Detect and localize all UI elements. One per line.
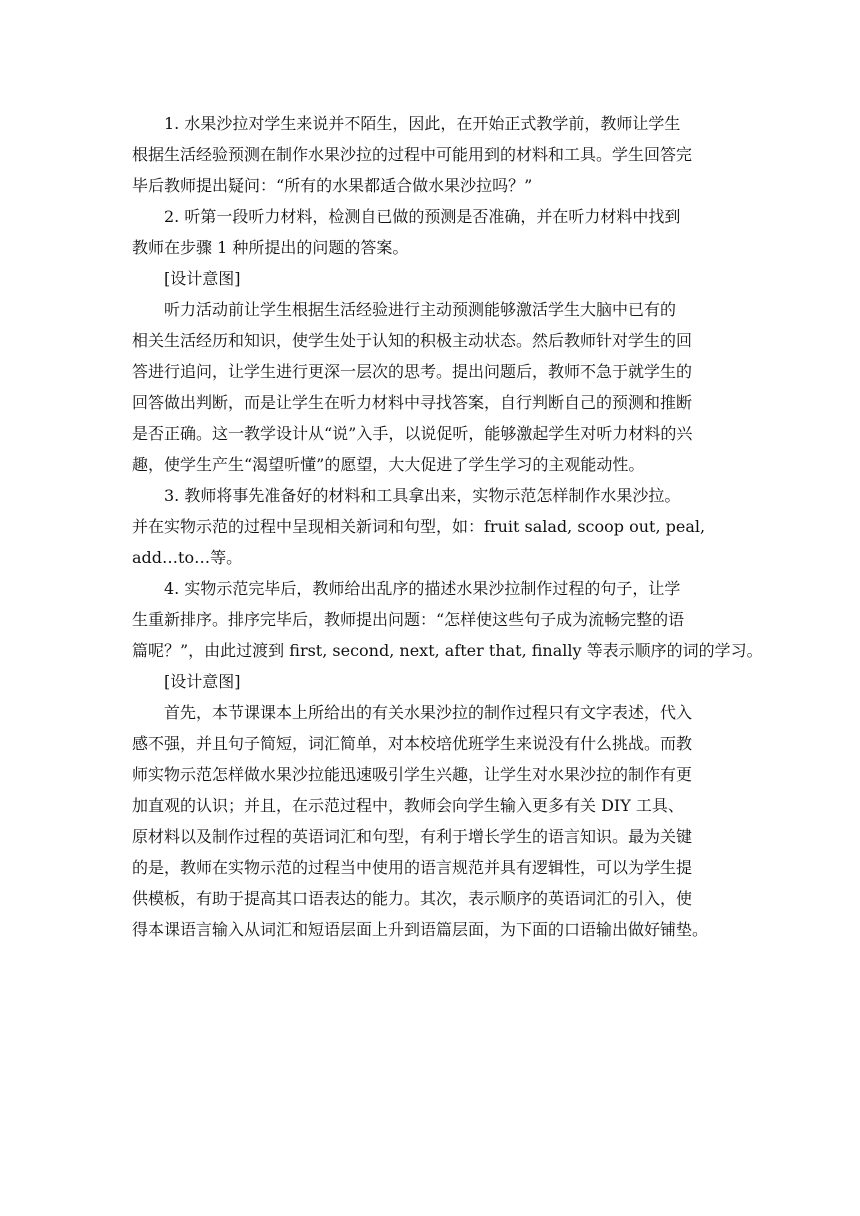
- step-1-line-1: 1. 水果沙拉对学生来说并不陌生，因此，在开始正式教学前，教师让学生: [164, 114, 681, 133]
- design-intent-2-line-1: 首先，本节课课本上所给出的有关水果沙拉的制作过程只有文字表述，代入: [164, 703, 693, 722]
- design-intent-heading-2: [设计意图]: [164, 672, 241, 691]
- design-intent-1-line-3: 答进行追问，让学生进行更深一层次的思考。提出问题后，教师不急于就学生的: [132, 362, 693, 381]
- step-1-line-2: 根据生活经验预测在制作水果沙拉的过程中可能用到的材料和工具。学生回答完: [132, 145, 693, 164]
- design-intent-2-line-7: 供模板，有助于提高其口语表达的能力。其次，表示顺序的英语词汇的引入，使: [132, 889, 693, 908]
- step-3-line-2: 并在实物示范的过程中呈现相关新词和句型，如：fruit salad, scoop out, peal,: [132, 517, 706, 536]
- design-intent-2-line-2: 感不强，并且句子简短，词汇简单，对本校培优班学生来说没有什么挑战。而教: [132, 734, 693, 753]
- document-body: [132, 108, 763, 945]
- design-intent-2-line-8: 得本课语言输入从词汇和短语层面上升到语篇层面，为下面的口语输出做好铺垫。: [132, 920, 709, 939]
- step-2-line-2: 教师在步骤 1 种所提出的问题的答案。: [132, 238, 409, 257]
- design-intent-1-line-5: 是否正确。这一教学设计从“说”入手，以说促听，能够激起学生对听力材料的兴: [132, 424, 693, 443]
- design-intent-2-line-3: 师实物示范怎样做水果沙拉能迅速吸引学生兴趣，让学生对水果沙拉的制作有更: [132, 765, 693, 784]
- step-3-line-1: 3. 教师将事先准备好的材料和工具拿出来，实物示范怎样制作水果沙拉。: [164, 486, 681, 505]
- design-intent-1-line-1: 听力活动前让学生根据生活经验进行主动预测能够激活学生大脑中已有的: [164, 300, 677, 319]
- step-4-line-2: 生重新排序。排序完毕后，教师提出问题：“怎样使这些句子成为流畅完整的语: [132, 610, 685, 629]
- step-4-line-3: 篇呢？”，由此过渡到 first, second, next, after that, finally 等表示顺序的词的学习。: [132, 641, 763, 660]
- step-2-line-1: 2. 听第一段听力材料，检测自已做的预测是否准确，并在听力材料中找到: [164, 207, 681, 226]
- design-intent-heading-1: [设计意图]: [164, 269, 241, 288]
- design-intent-1-line-6: 趣，使学生产生“渴望听懂”的愿望，大大促进了学生学习的主观能动性。: [132, 455, 645, 474]
- design-intent-1-line-4: 回答做出判断，而是让学生在听力材料中寻找答案，自行判断自己的预测和推断: [132, 393, 693, 412]
- step-3-line-3: add…to…等。: [132, 548, 243, 567]
- design-intent-2-line-5: 原材料以及制作过程的英语词汇和句型，有利于增长学生的语言知识。最为关键: [132, 827, 693, 846]
- step-1-line-3: 毕后教师提出疑问：“所有的水果都适合做水果沙拉吗？”: [132, 176, 533, 195]
- design-intent-1-line-2: 相关生活经历和知识，使学生处于认知的积极主动状态。然后教师针对学生的回: [132, 331, 693, 350]
- design-intent-2-line-6: 的是，教师在实物示范的过程当中使用的语言规范并具有逻辑性，可以为学生提: [132, 858, 693, 877]
- step-4-line-1: 4. 实物示范完毕后，教师给出乱序的描述水果沙拉制作过程的句子，让学: [164, 579, 681, 598]
- design-intent-2-line-4: 加直观的认识；并且，在示范过程中，教师会向学生输入更多有关 DIY 工具、: [132, 796, 684, 815]
